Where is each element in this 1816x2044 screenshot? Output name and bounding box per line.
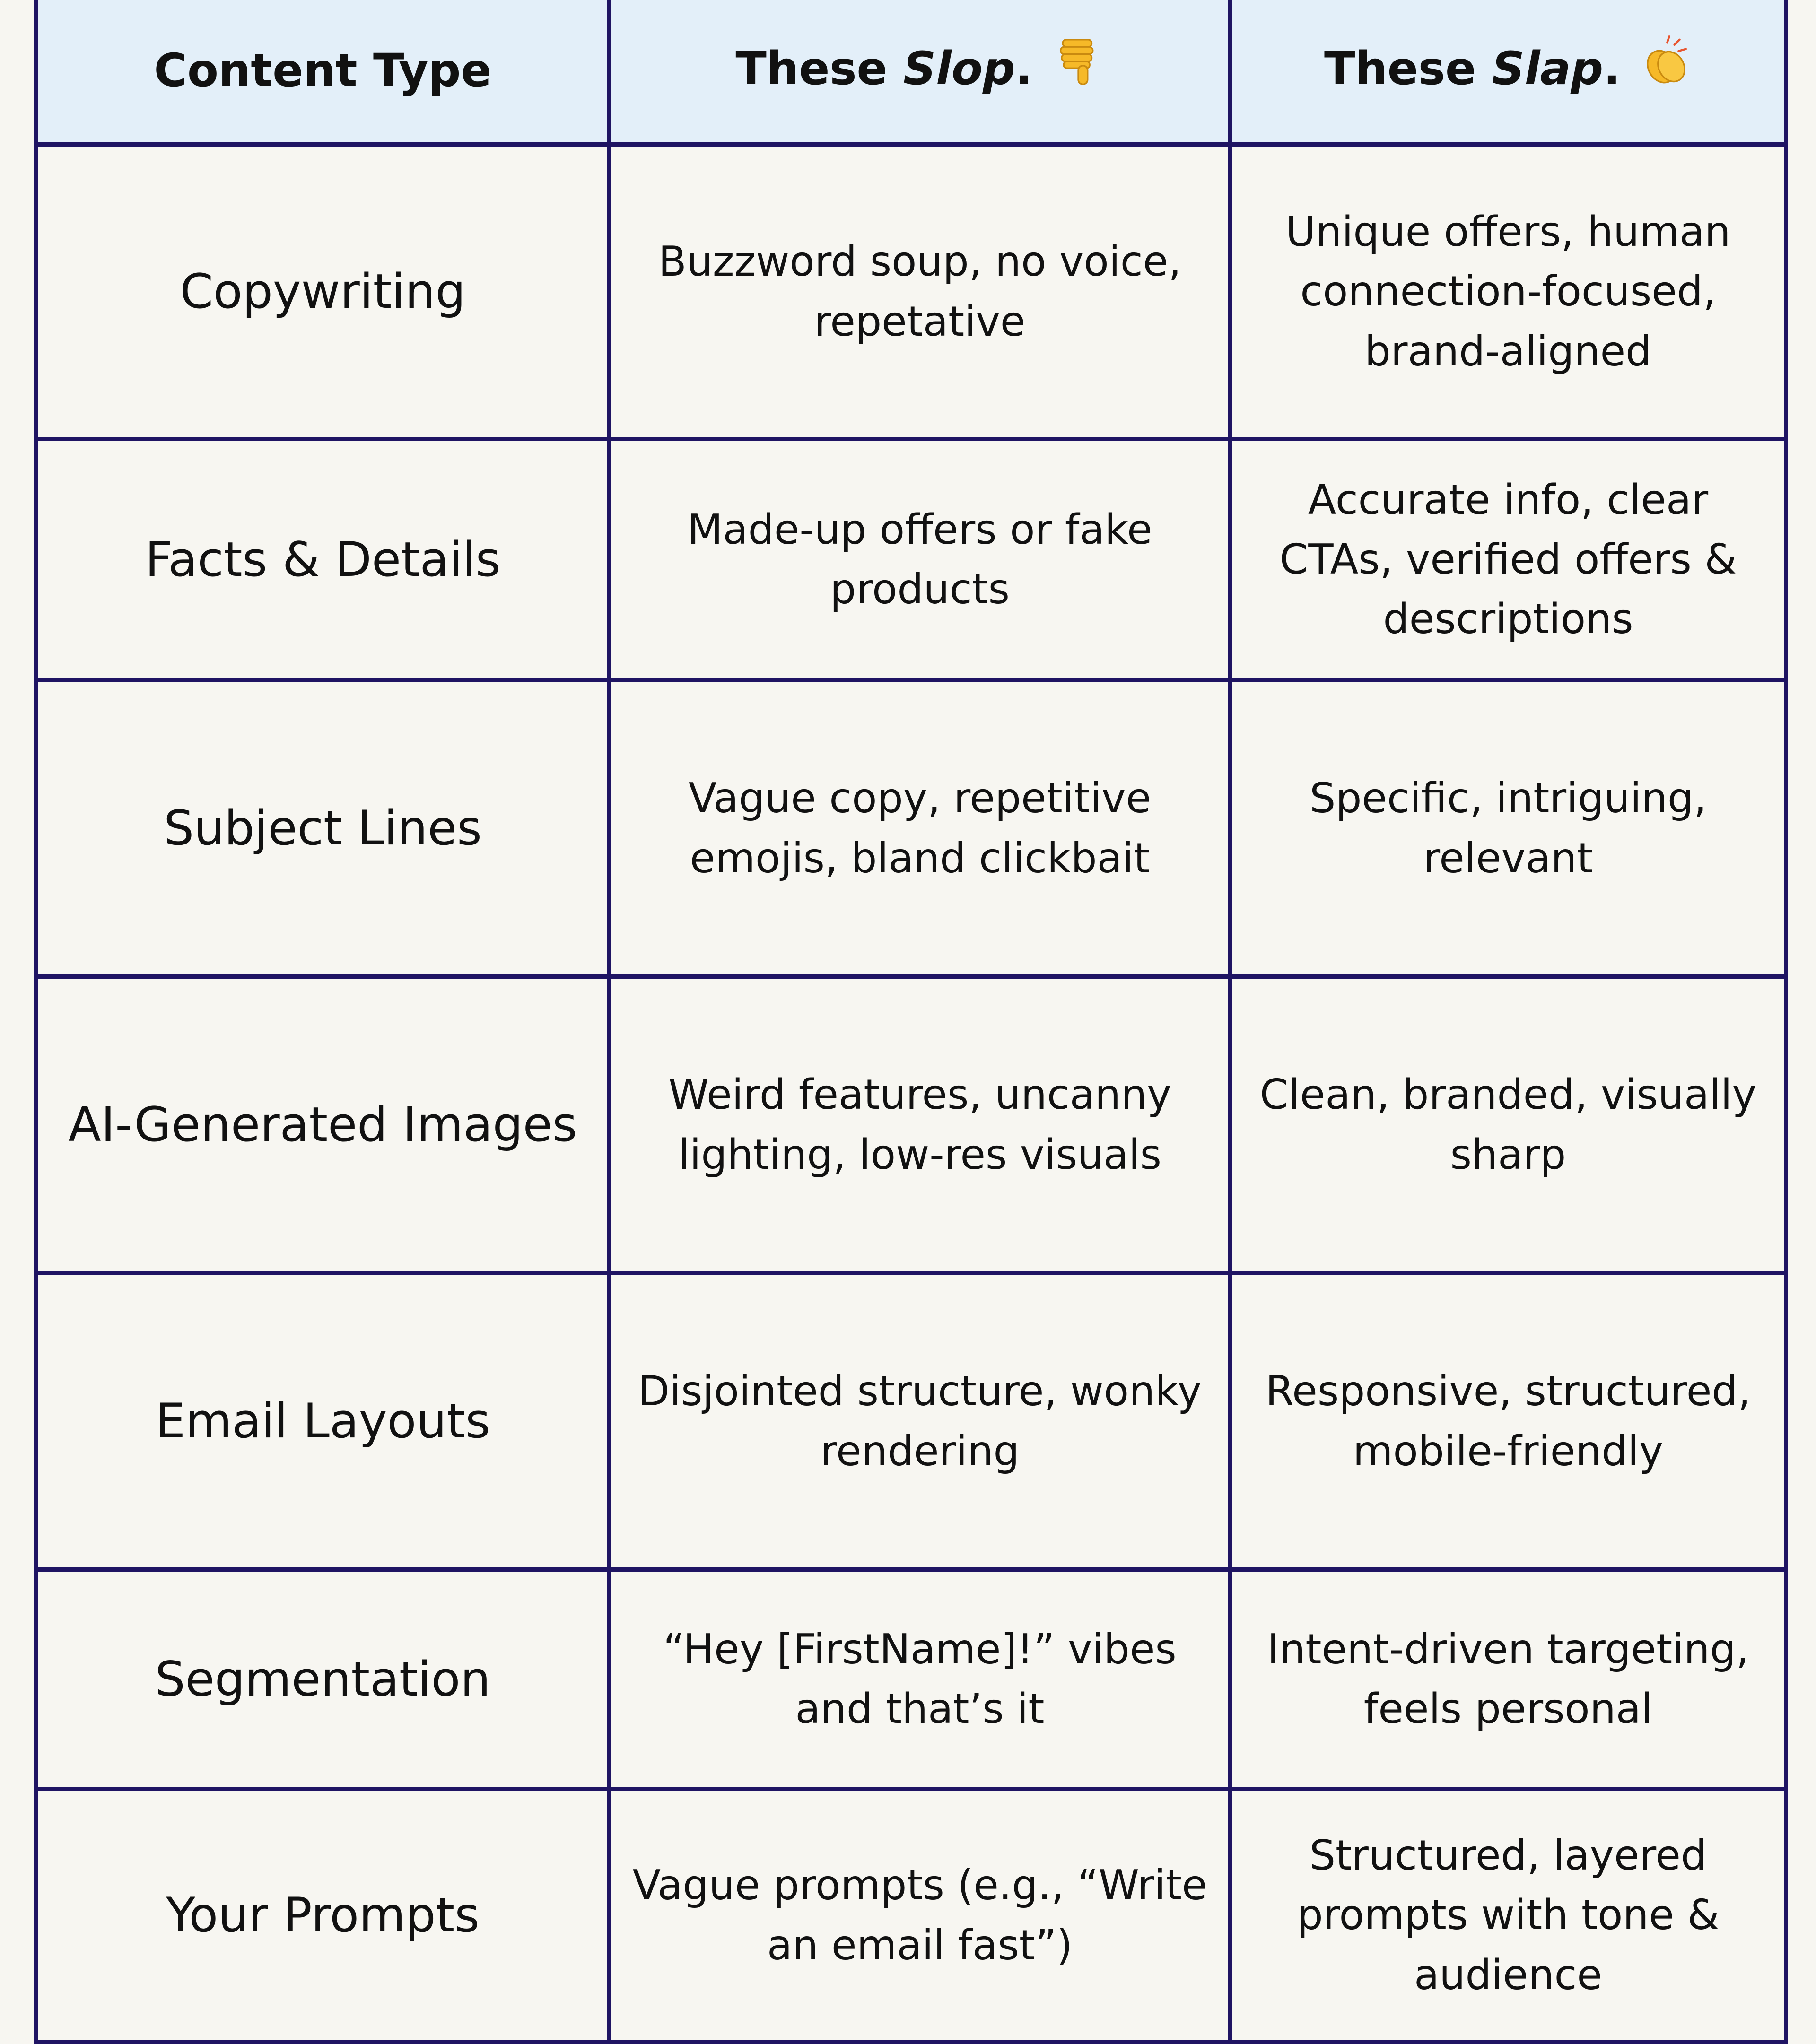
table-row	[36, 439, 1786, 680]
slap-cell: Accurate info, clear CTAs, verified offers & descriptions	[1231, 439, 1786, 680]
header-slap-prefix: These	[1324, 42, 1492, 96]
slop-cell: Made-up offers or fake products	[610, 439, 1231, 680]
content-type-cell: Subject Lines	[36, 680, 610, 976]
table-row	[36, 1569, 1786, 1789]
slap-cell: Specific, intriguing, relevant	[1231, 680, 1786, 976]
slop-cell: “Hey [FirstName]!” vibes and that’s it	[610, 1569, 1231, 1789]
slop-cell: Vague prompts (e.g., “Write an email fast”)	[610, 1789, 1231, 2042]
slop-cell: Buzzword soup, no voice, repetative	[610, 144, 1231, 439]
slop-cell: Disjointed structure, wonky rendering	[610, 1273, 1231, 1569]
header-slop-prefix: These	[735, 42, 903, 96]
content-type-cell: Facts & Details	[36, 439, 610, 680]
slap-cell: Unique offers, human connection-focused, brand-aligned	[1231, 144, 1786, 439]
table-header-row	[36, 0, 1786, 144]
header-slap	[1231, 0, 1786, 144]
content-type-cell: AI-Generated Images	[36, 976, 610, 1273]
table-row	[36, 144, 1786, 439]
header-slap-suffix: .	[1603, 42, 1621, 96]
slap-cell: Responsive, structured, mobile-friendly	[1231, 1273, 1786, 1569]
content-type-cell: Segmentation	[36, 1569, 610, 1789]
slap-cell: Structured, layered prompts with tone & audience	[1231, 1789, 1786, 2042]
content-type-cell: Your Prompts	[36, 1789, 610, 2042]
content-type-cell: Copywriting	[36, 144, 610, 439]
header-content-type: Content Type	[36, 0, 610, 144]
clapping-hands-icon	[1640, 35, 1692, 87]
table-row	[36, 680, 1786, 976]
comparison-table-container	[34, 0, 1784, 2042]
comparison-table	[34, 0, 1788, 2044]
slap-cell: Clean, branded, visually sharp	[1231, 976, 1786, 1273]
slop-cell: Weird features, uncanny lighting, low-res visuals	[610, 976, 1231, 1273]
table-row	[36, 976, 1786, 1273]
header-slap-word: Slap	[1492, 42, 1604, 96]
table-row	[36, 1789, 1786, 2042]
header-slop-suffix: .	[1015, 42, 1033, 96]
slop-cell: Vague copy, repetitive emojis, bland clickbait	[610, 680, 1231, 976]
slap-cell: Intent-driven targeting, feels personal	[1231, 1569, 1786, 1789]
content-type-cell: Email Layouts	[36, 1273, 610, 1569]
header-slop	[610, 0, 1231, 144]
header-slop-word: Slop	[903, 42, 1015, 96]
table-row	[36, 1273, 1786, 1569]
thumbs-down-icon	[1052, 35, 1104, 87]
